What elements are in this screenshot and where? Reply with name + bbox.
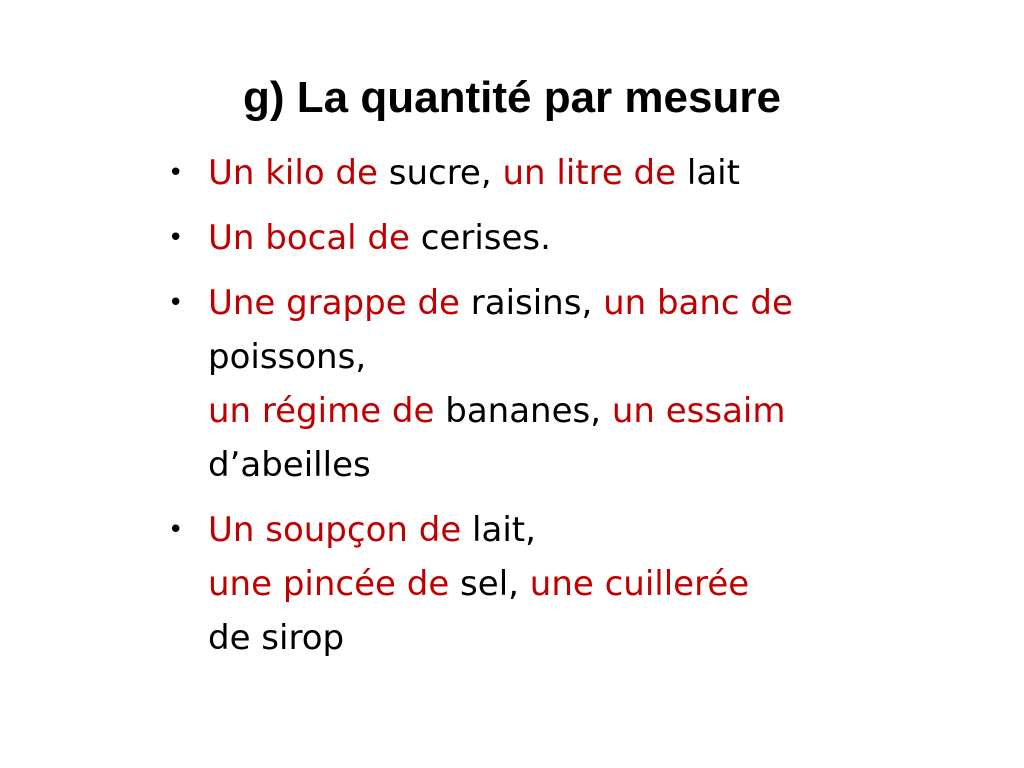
measure-phrase: Un kilo de — [208, 153, 378, 193]
item-line — [208, 211, 1024, 265]
item-line — [208, 503, 1024, 557]
item-text: de sirop — [208, 618, 345, 658]
measure-phrase: un régime de — [208, 391, 435, 431]
item-text: lait — [676, 153, 740, 193]
item-text: bananes, — [434, 391, 612, 431]
list-item — [0, 276, 1024, 492]
bullet-list — [0, 146, 1024, 676]
bullet-icon: • — [168, 158, 184, 188]
item-line — [208, 330, 1024, 384]
item-text: cerises. — [409, 218, 551, 258]
item-text: sucre, — [377, 153, 503, 193]
bullet-icon: • — [168, 515, 184, 545]
measure-phrase: un banc de — [603, 283, 793, 323]
slide-title: g) La quantité par mesure — [243, 73, 781, 122]
list-item — [0, 146, 1024, 200]
item-text: d’abeilles — [208, 445, 371, 485]
measure-phrase: Un bocal de — [208, 218, 410, 258]
item-text: lait, — [461, 510, 536, 550]
item-line — [208, 438, 1024, 492]
item-text: sel, — [449, 564, 530, 604]
item-line — [208, 384, 1024, 438]
item-text: raisins, — [459, 283, 604, 323]
bullet-icon: • — [168, 288, 184, 318]
measure-phrase: une pincée de — [208, 564, 450, 604]
bullet-icon: • — [168, 223, 184, 253]
item-line — [208, 611, 1024, 665]
item-line — [208, 557, 1024, 611]
measure-phrase: une cuillerée — [529, 564, 750, 604]
measure-phrase: Un soupçon de — [208, 510, 462, 550]
measure-phrase: un essaim — [611, 391, 786, 431]
item-text: poissons, — [208, 337, 367, 377]
measure-phrase: Une grappe de — [208, 283, 460, 323]
list-item — [0, 211, 1024, 265]
list-item — [0, 503, 1024, 665]
item-line — [208, 146, 1024, 200]
measure-phrase: un litre de — [502, 153, 677, 193]
item-line — [208, 276, 1024, 330]
